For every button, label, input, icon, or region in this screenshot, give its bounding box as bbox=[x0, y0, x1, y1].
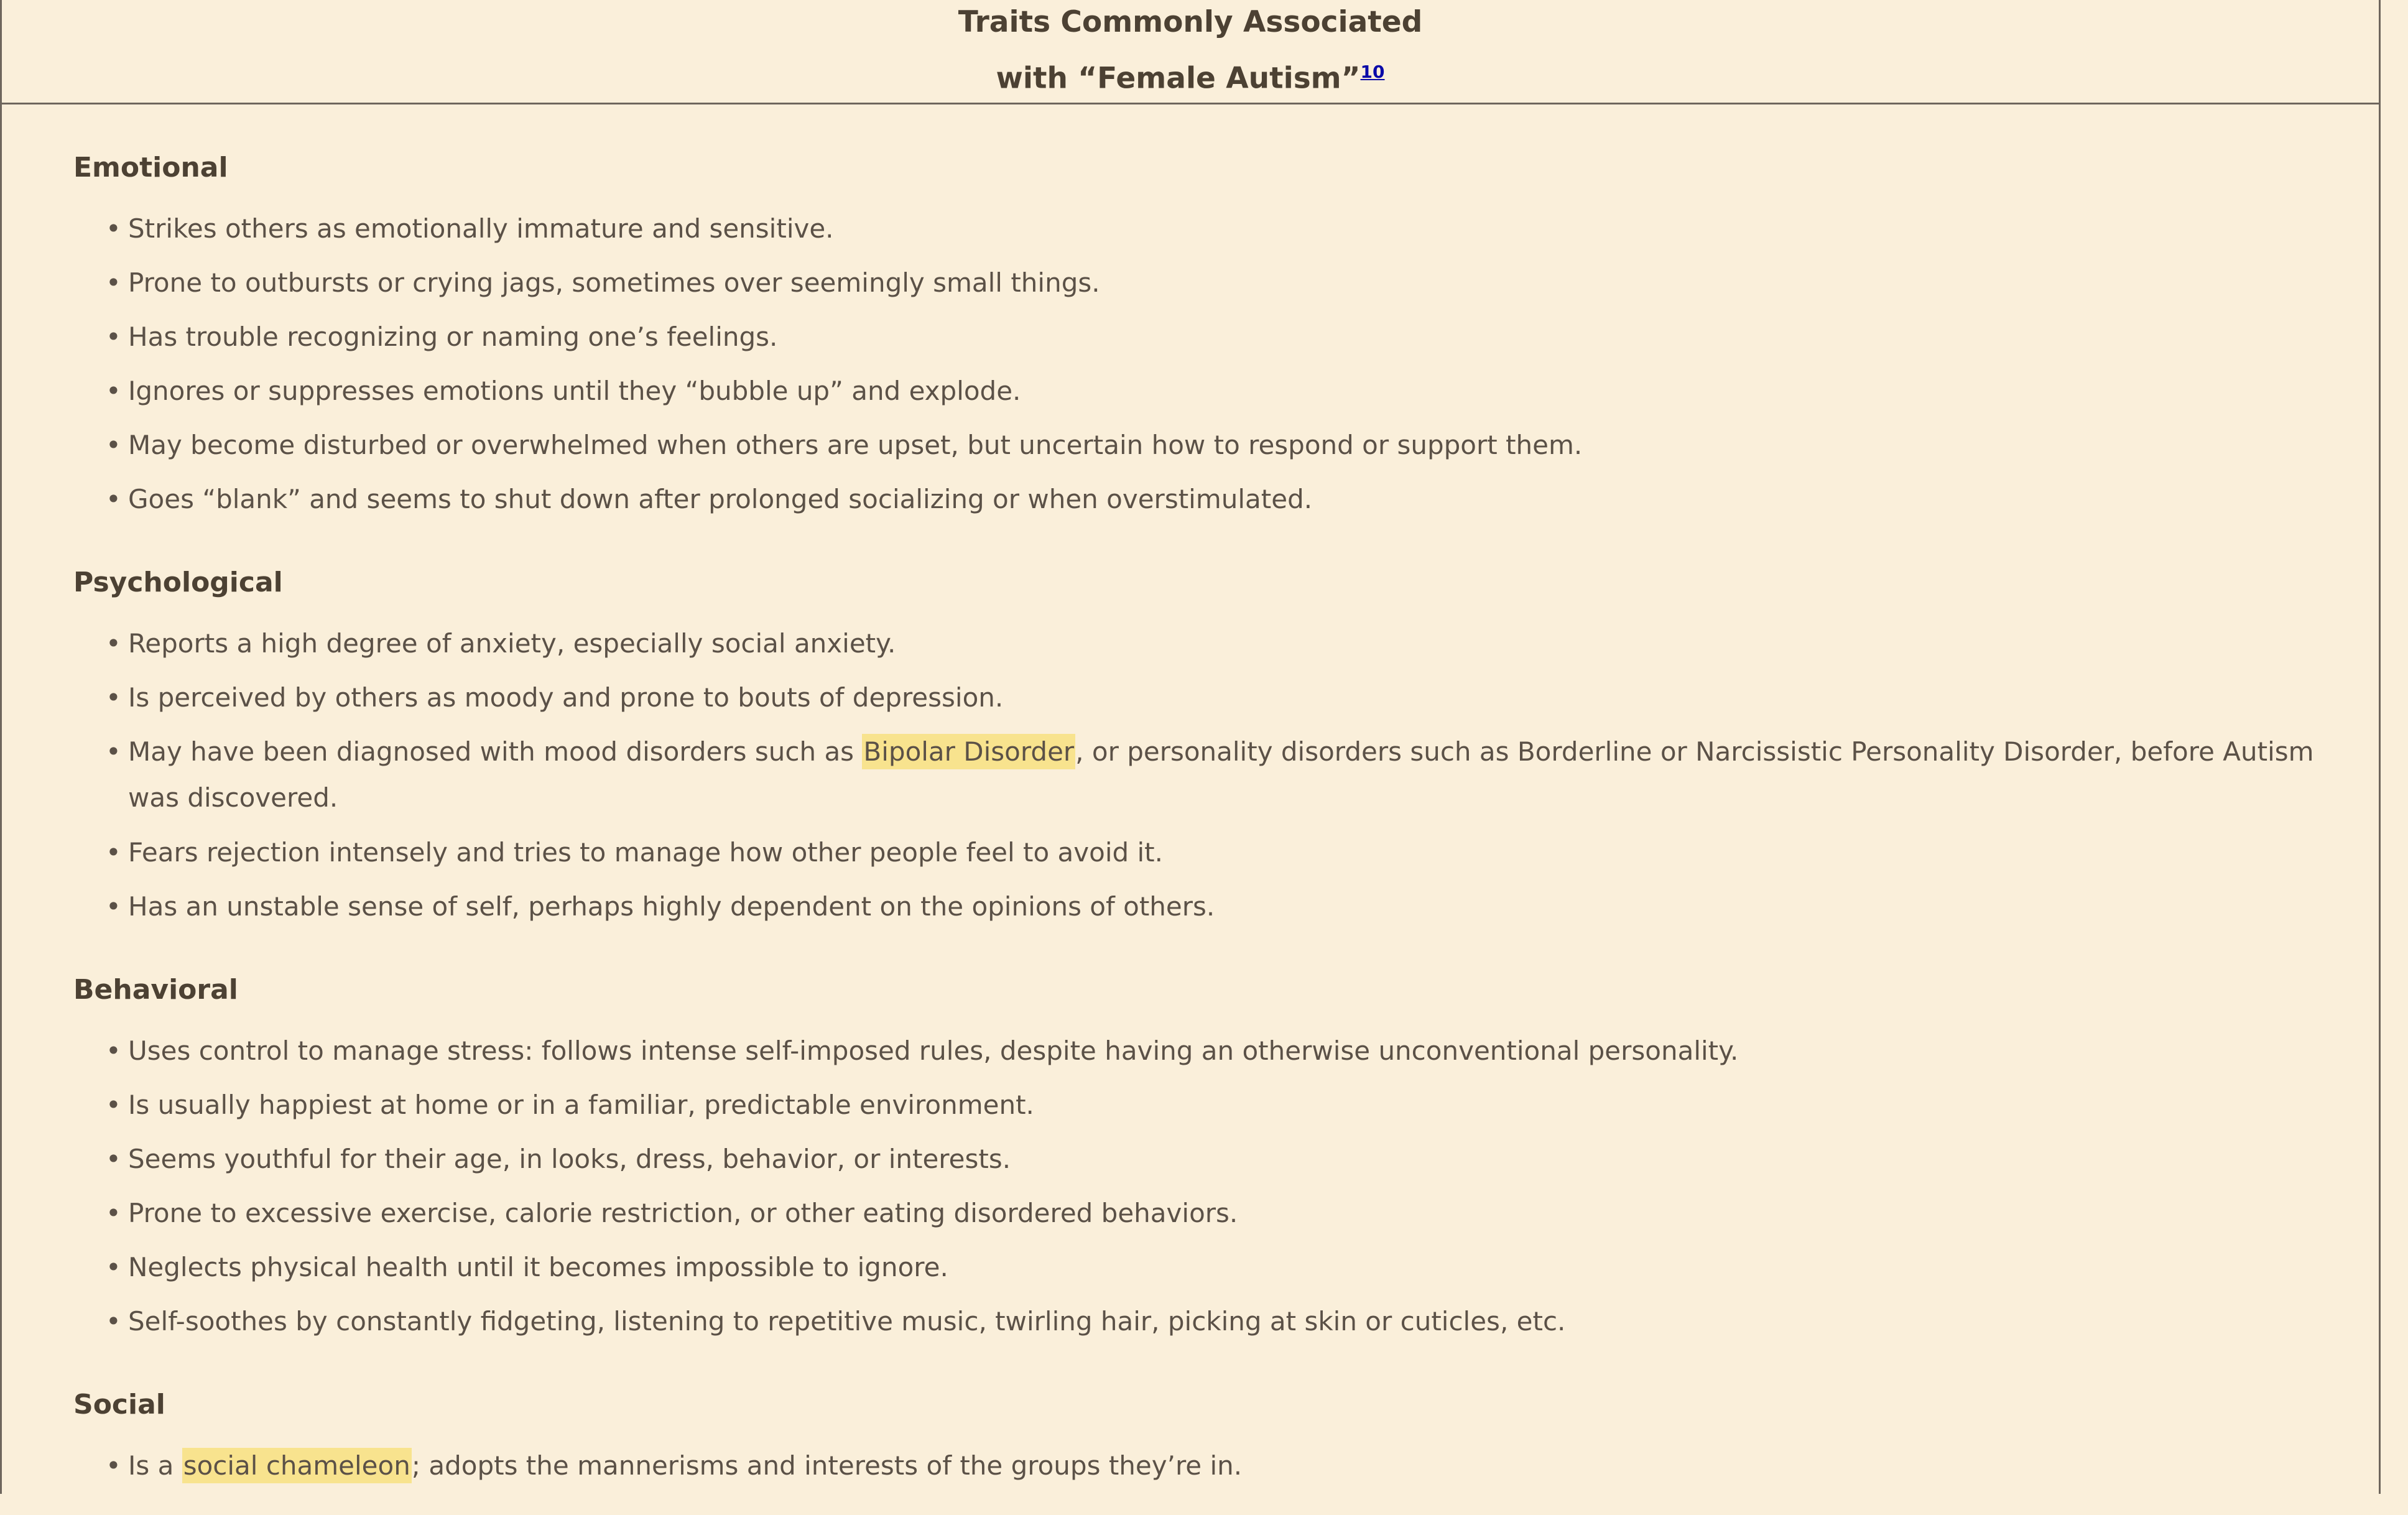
table-header bbox=[0, 0, 2381, 104]
section-title-social: Social bbox=[73, 1389, 165, 1420]
page-title-text: with “Female Autism” bbox=[996, 61, 1361, 96]
list-item bbox=[106, 621, 2332, 667]
list-item-text: Self-soothes by constantly fidgeting, listening to repetitive music, twirling hair, picking at skin or cuticles, etc. bbox=[128, 1306, 1566, 1337]
list-item-text: Ignores or suppresses emotions until they “bubble up” and explode. bbox=[128, 376, 1021, 406]
list-item bbox=[106, 830, 2332, 876]
page-title-line-2 bbox=[0, 56, 2381, 96]
bullet: • bbox=[106, 322, 121, 352]
list-item-text: Is perceived by others as moody and prone to bouts of depression. bbox=[128, 682, 1004, 713]
list-item-text: Neglects physical health until it becomes impossible to ignore. bbox=[128, 1252, 948, 1282]
list-item-text bbox=[106, 1443, 2332, 1489]
list-item-text: Reports a high degree of anxiety, especially social anxiety. bbox=[128, 628, 896, 659]
bullet: • bbox=[106, 1450, 121, 1481]
section-title-psychological: Psychological bbox=[73, 567, 283, 598]
list-item bbox=[106, 1136, 2332, 1182]
list-item bbox=[106, 260, 2332, 306]
list-item bbox=[106, 1299, 2332, 1345]
list-item-text: Has an unstable sense of self, perhaps highly dependent on the opinions of others. bbox=[128, 891, 1215, 922]
list-item-text: Seems youthful for their age, in looks, dress, behavior, or interests. bbox=[128, 1144, 1011, 1174]
bullet: • bbox=[106, 1198, 121, 1228]
section-title-behavioral: Behavioral bbox=[73, 974, 238, 1006]
footnote-ref bbox=[1361, 56, 1385, 84]
bullet: • bbox=[106, 1035, 121, 1066]
text-segment: Is a bbox=[128, 1450, 182, 1481]
bullet: • bbox=[106, 1306, 121, 1337]
text-segment: May have been diagnosed with mood disorders such as bbox=[128, 736, 863, 767]
list-item-text: Goes “blank” and seems to shut down after prolonged socializing or when overstimulated. bbox=[128, 484, 1313, 514]
bullet: • bbox=[106, 682, 121, 713]
bullet: • bbox=[106, 213, 121, 244]
bullet: • bbox=[106, 430, 121, 460]
highlighted-term[interactable]: Bipolar Disorder bbox=[862, 734, 1075, 769]
bullet: • bbox=[106, 484, 121, 514]
list-item bbox=[106, 884, 2332, 930]
list-item bbox=[106, 314, 2332, 360]
list-item-text: Has trouble recognizing or naming one’s feelings. bbox=[128, 322, 778, 352]
list-item-text: Prone to outbursts or crying jags, sometimes over seemingly small things. bbox=[128, 267, 1100, 298]
list-item bbox=[106, 368, 2332, 414]
list-item-text bbox=[106, 729, 2332, 821]
bullet: • bbox=[106, 1090, 121, 1120]
list-item bbox=[106, 206, 2332, 252]
bullet: • bbox=[106, 837, 121, 868]
bullet: • bbox=[106, 1252, 121, 1282]
list-item bbox=[106, 1082, 2332, 1128]
list-item-text: Strikes others as emotionally immature and sensitive. bbox=[128, 213, 834, 244]
list-item bbox=[106, 729, 2332, 821]
list-item bbox=[106, 675, 2332, 721]
list-item-text: Prone to excessive exercise, calorie restriction, or other eating disordered behaviors. bbox=[128, 1198, 1238, 1228]
list-item bbox=[106, 476, 2332, 522]
bullet: • bbox=[106, 376, 121, 406]
list-item-text: May become disturbed or overwhelmed when others are upset, but uncertain how to respond or support them. bbox=[128, 430, 1583, 460]
list-item bbox=[106, 1443, 2332, 1489]
list-item bbox=[106, 1190, 2332, 1236]
list-item-text: Uses control to manage stress: follows intense self-imposed rules, despite having an otherwise unconventional personality. bbox=[128, 1035, 1739, 1066]
text-segment: , or personality disorders such as Borderline or Narcissistic Personality Disorder, before Autism was discovered. bbox=[128, 736, 2314, 813]
page-title-line-1: Traits Commonly Associated bbox=[958, 5, 1423, 39]
bullet: • bbox=[106, 1144, 121, 1174]
list-item-text: Is usually happiest at home or in a familiar, predictable environment. bbox=[128, 1090, 1034, 1120]
list-item-text: Fears rejection intensely and tries to manage how other people feel to avoid it. bbox=[128, 837, 1163, 868]
text-segment: ; adopts the mannerisms and interests of the groups they’re in. bbox=[411, 1450, 1243, 1481]
bullet: • bbox=[106, 267, 121, 298]
list-item bbox=[106, 422, 2332, 468]
list-item bbox=[106, 1244, 2332, 1290]
bullet: • bbox=[106, 891, 121, 922]
bullet: • bbox=[106, 736, 121, 767]
footnote-link[interactable]: 10 bbox=[1360, 62, 1385, 82]
highlighted-term[interactable]: social chameleon bbox=[182, 1448, 412, 1483]
list-item bbox=[106, 1028, 2332, 1074]
bullet: • bbox=[106, 628, 121, 659]
section-title-emotional: Emotional bbox=[73, 152, 228, 183]
